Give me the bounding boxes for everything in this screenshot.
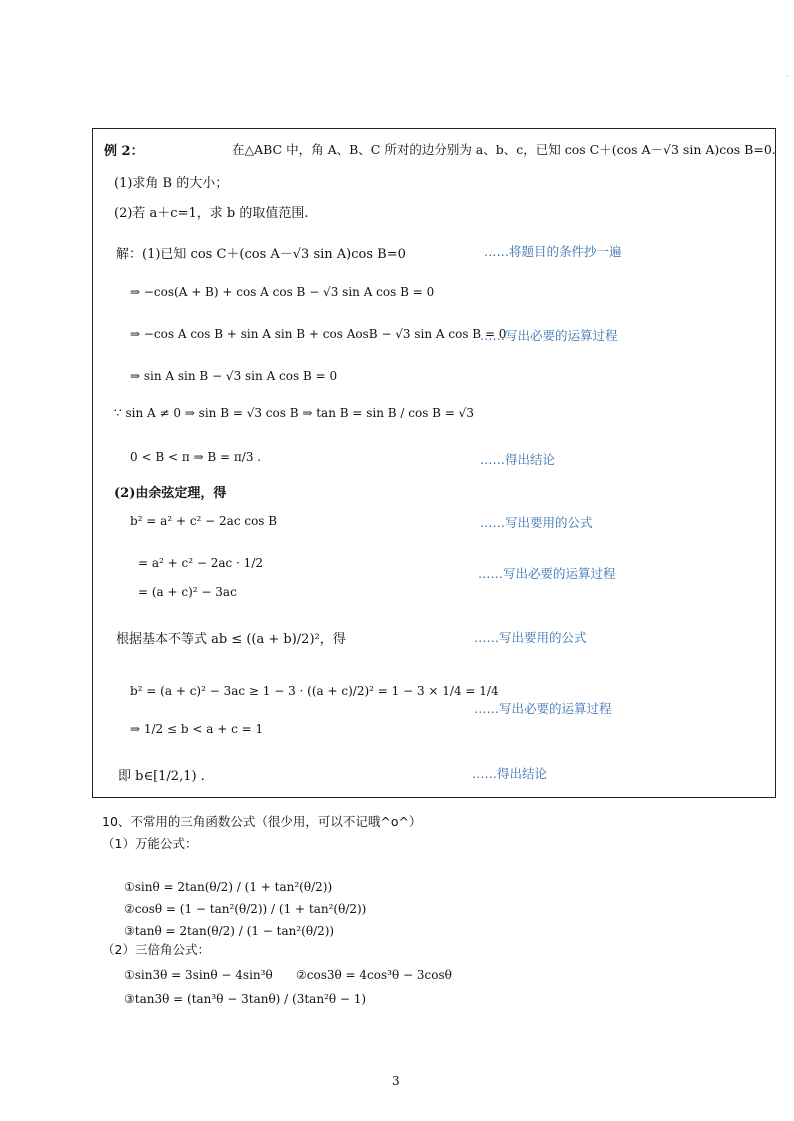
step-1: ⇒ −cos(A + B) + cos A cos B − √3 sin A cos B = 0 [130,285,435,299]
step-2: ⇒ −cos A cos B + sin A sin B + cos AosB − √3 sin A cos B = 0 [130,327,507,341]
section-10-title: 10、不常用的三角函数公式（很少用，可以不记哦^o^） [102,814,422,829]
triple-formula-cos: ②cos3θ = 4cos³θ − 3cosθ [296,968,452,982]
solution-intro: 解：(1)已知 cos C＋(cos A－√3 sin A)cos B=0 [116,247,406,262]
corner-mark: . [786,70,789,79]
universal-formula-cos: ②cosθ = (1 − tan²(θ/2)) / (1 + tan²(θ/2)) [124,902,367,916]
note-process-3: ……写出必要的运算过程 [474,701,612,716]
question-1: (1)求角 B 的大小； [114,176,229,191]
equation-3: = (a + c)² − 3ac [138,585,237,599]
inequality-intro: 根据基本不等式 ab ≤ ((a + b)/2)²，得 [116,632,346,647]
note-copy-conditions: ……将题目的条件抄一遍 [484,244,622,259]
note-result-1: ……得出结论 [480,452,556,467]
note-process-2: ……写出必要的运算过程 [478,566,616,581]
equation-2: = a² + c² − 2ac · 1/2 [138,556,263,570]
note-result-2: ……得出结论 [472,766,548,781]
step-5: 0 < B < π ⇒ B = π/3 . [130,450,262,464]
note-formula-1: ……写出要用的公式 [480,515,593,530]
problem-statement: 在△ABC 中，角 A、B、C 所对的边分别为 a、b、c，已知 cos C＋(cos A－√3 sin A)cos B=0. [232,142,776,157]
page-number: 3 [392,1074,400,1088]
equation-4: b² = (a + c)² − 3ac ≥ 1 − 3 · ((a + c)/2)² = 1 − 3 × 1/4 = 1/4 [130,684,499,698]
universal-formula-sin: ①sinθ = 2tan(θ/2) / (1 + tan²(θ/2)) [124,880,333,894]
triple-formula-sin: ①sin3θ = 3sinθ − 4sin³θ [124,968,273,982]
triple-angle-heading: （2）三倍角公式： [102,942,210,957]
step-3: ⇒ sin A sin B − √3 sin A cos B = 0 [130,369,338,383]
universal-formula-tan: ③tanθ = 2tan(θ/2) / (1 − tan²(θ/2)) [124,924,335,938]
equation-1: b² = a² + c² − 2ac cos B [130,514,278,528]
triple-formula-tan: ③tan3θ = (tan³θ − 3tanθ) / (3tan²θ − 1) [124,992,367,1006]
equation-5: ⇒ 1/2 ≤ b < a + c = 1 [130,722,264,736]
conclusion: 即 b∈[1/2,1) . [118,769,205,784]
universal-formula-heading: （1）万能公式： [102,836,198,851]
step-4: ∵ sin A ≠ 0 ⇒ sin B = √3 cos B ⇒ tan B = sin B / cos B = √3 [114,406,474,420]
question-2: (2)若 a＋c=1，求 b 的取值范围. [114,206,309,221]
note-formula-2: ……写出要用的公式 [474,630,587,645]
note-process-1: ……写出必要的运算过程 [480,328,618,343]
example-label: 例 2： [104,144,144,159]
part2-intro: (2)由余弦定理，得 [114,486,227,501]
